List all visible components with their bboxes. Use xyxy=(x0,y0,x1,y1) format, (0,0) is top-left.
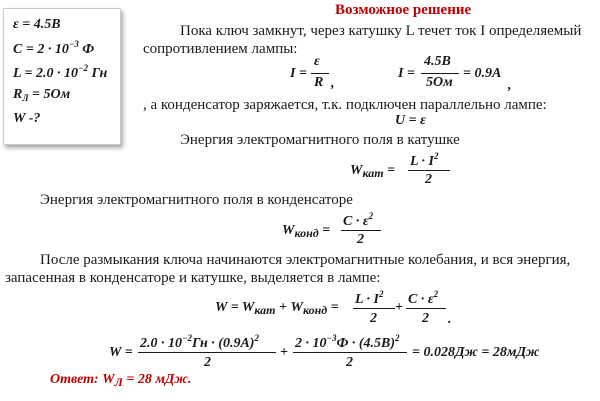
formula-total-energy-subscript-capacitor: конд xyxy=(302,303,328,317)
answer-symbol: W xyxy=(98,372,115,387)
given-inductance-exponent: −2 xyxy=(78,63,88,73)
formula-capacitor-energy-square: 2 xyxy=(368,211,374,221)
formula-total-energy-lhs xyxy=(215,300,339,318)
formula-final-term1-rest: Гн · (0.9А) xyxy=(191,336,255,351)
paragraph-current-line1: Пока ключ замкнут, через катушку L течет ток I определяемый xyxy=(180,23,582,39)
formula-current-fraction-bar xyxy=(311,73,329,74)
formula-capacitor-energy-denominator: 2 xyxy=(357,232,364,247)
formula-final-term1-denominator: 2 xyxy=(204,355,211,370)
formula-total-energy-subscript-coil: кат xyxy=(254,303,276,317)
formula-total-energy-coil-square: 2 xyxy=(378,289,384,299)
formula-capacitor-energy-numerator-text: C · ε xyxy=(343,214,369,229)
formula-coil-energy-square: 2 xyxy=(433,151,439,161)
formula-total-energy-equals: = xyxy=(327,300,339,315)
formula-final-term1-exponent: −2 xyxy=(182,333,192,343)
formula-total-energy-period: . xyxy=(448,312,452,327)
paragraph-coil-energy: Энергия электромагнитного поля в катушке xyxy=(180,132,460,148)
formula-total-energy-w: W = W xyxy=(215,300,255,315)
formula-final-plus: + xyxy=(280,345,288,360)
paragraph-current-line2: сопротивлением лампы: xyxy=(143,41,298,57)
given-capacitance-exponent: −3 xyxy=(68,39,79,49)
answer-value: = 28 мДж. xyxy=(122,372,192,387)
formula-total-energy-coil-numerator xyxy=(355,289,383,308)
formula-total-energy-coil-numerator-text: L · I xyxy=(355,292,379,307)
formula-current-numeric-result: = 0.9А xyxy=(463,66,502,81)
given-inductance xyxy=(13,63,107,82)
formula-final-term2-bar xyxy=(293,352,407,353)
formula-voltage: U = ε xyxy=(395,113,426,128)
formula-total-energy-coil-bar xyxy=(353,308,395,309)
formula-coil-energy-numerator xyxy=(410,151,438,170)
given-resistance xyxy=(13,87,70,103)
formula-current-numeric-lhs: I = xyxy=(398,66,415,81)
given-data-box xyxy=(3,8,121,145)
given-resistance-symbol: R xyxy=(13,87,23,102)
formula-current-numeric-denominator: 5Ом xyxy=(426,75,453,90)
paragraph-oscillations-line1: После размыкания ключа начинаются электромагнитные колебания, и вся энергия, xyxy=(40,252,571,268)
formula-capacitor-energy-numerator xyxy=(343,211,373,230)
formula-final-term2-square: 2 xyxy=(395,333,400,343)
given-resistance-subscript: Л xyxy=(22,93,29,103)
solution-heading: Возможное решение xyxy=(335,2,472,18)
paragraph-oscillations-line2: запасенная в конденсаторе и катушке, выделяется в лампе: xyxy=(5,270,381,286)
given-inductance-mantissa: L = 2.0 · 10 xyxy=(13,66,79,81)
formula-current-denominator: R xyxy=(314,75,324,90)
formula-capacitor-energy-bar xyxy=(341,230,381,231)
formula-total-energy-capacitor-bar xyxy=(406,308,446,309)
paragraph-capacitor-energy: Энергия электромагнитного поля в конденсаторе xyxy=(40,192,353,208)
formula-total-energy-capacitor-denominator: 2 xyxy=(422,311,429,326)
formula-final-term2-rest: Ф · (4.5В) xyxy=(336,336,396,351)
formula-coil-energy-lhs xyxy=(350,163,395,181)
formula-final-term2-mantissa: 2 · 10 xyxy=(295,336,327,351)
given-capacitance-unit: Ф xyxy=(78,42,95,57)
formula-total-energy-plus-w: + W xyxy=(275,300,303,315)
formula-capacitor-energy-subscript: конд xyxy=(294,226,319,240)
formula-final-term1-square: 2 xyxy=(254,333,259,343)
formula-total-energy-capacitor-numerator-text: C · ε xyxy=(408,292,434,307)
answer-label: Ответ: xyxy=(50,372,99,387)
formula-coil-energy-symbol: W xyxy=(350,163,363,178)
formula-current-numeric-bar xyxy=(421,73,459,74)
answer-subscript: Л xyxy=(114,375,123,389)
formula-coil-energy-numerator-text: L · I xyxy=(410,154,434,169)
formula-current-numeric-comma: , xyxy=(508,78,512,93)
formula-current-numeric-numerator: 4.5В xyxy=(424,54,451,69)
paragraph-capacitor-charging: , а конденсатор заряжается, т.к. подключен параллельно лампе: xyxy=(143,97,547,113)
formula-coil-energy-bar xyxy=(408,170,450,171)
formula-capacitor-energy-equals: = xyxy=(322,223,331,238)
formula-current-numerator: ε xyxy=(314,54,320,69)
formula-current-comma: , xyxy=(331,76,335,91)
formula-final-term1-numerator xyxy=(140,333,259,352)
given-capacitance xyxy=(13,39,94,58)
formula-final-result: = 0.028Дж = 28мДж xyxy=(412,345,540,360)
given-unknown: W -? xyxy=(13,111,41,126)
given-emf: ε = 4.5В xyxy=(13,17,61,32)
formula-final-term2-exponent: −3 xyxy=(326,333,337,343)
formula-final-term2-numerator xyxy=(295,333,400,352)
formula-capacitor-energy-lhs xyxy=(282,223,330,241)
formula-coil-energy-equals: = xyxy=(387,163,396,178)
formula-total-energy-capacitor-square: 2 xyxy=(433,289,439,299)
given-resistance-value: = 5Ом xyxy=(28,87,71,102)
formula-coil-energy-subscript: кат xyxy=(362,166,384,180)
answer-line xyxy=(50,372,191,390)
formula-final-term1-mantissa: 2.0 · 10 xyxy=(140,336,182,351)
formula-total-energy-coil-denominator: 2 xyxy=(370,311,377,326)
formula-final-lhs: W = xyxy=(109,345,133,360)
formula-coil-energy-denominator: 2 xyxy=(425,172,432,187)
given-capacitance-mantissa: C = 2 · 10 xyxy=(13,42,69,57)
formula-total-energy-capacitor-numerator xyxy=(408,289,438,308)
formula-final-term2-denominator: 2 xyxy=(346,355,353,370)
given-inductance-unit: Гн xyxy=(87,66,108,81)
formula-capacitor-energy-symbol: W xyxy=(282,223,295,238)
formula-current-lhs: I = xyxy=(290,66,307,81)
formula-final-term1-bar xyxy=(138,352,276,353)
formula-total-energy-plus: + xyxy=(395,300,403,315)
